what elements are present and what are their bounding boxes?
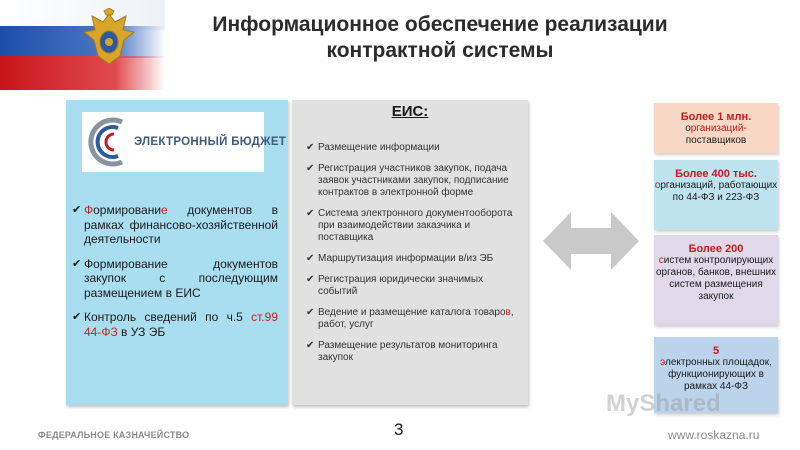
list-item-text-part: , <box>343 319 347 330</box>
list-item <box>306 208 518 244</box>
stat-text-part: о <box>685 123 691 134</box>
list-item <box>306 274 518 298</box>
title-line-2: контрактной системы <box>326 39 554 62</box>
electronic-budget-logo <box>82 112 287 172</box>
list-item-text: Размещение результатов мониторинга закупок <box>318 340 498 363</box>
stat-text-part: истем контролирующих органов, банков, внешних систем размещения закупок <box>655 255 777 302</box>
list-item <box>306 307 518 331</box>
list-item-text: Регистрация юридически значимых событий <box>318 274 484 297</box>
list-item-text-part: документов в рамках финансово-хозяйственной деятельности <box>84 203 278 246</box>
list-item-text: Размещение информации <box>318 142 440 153</box>
list-item <box>72 310 278 339</box>
stat-systems <box>654 235 778 325</box>
check-icon: ✔ <box>72 257 82 270</box>
list-item-text-part: Контроль сведений по ч.5 <box>84 310 252 324</box>
check-icon: ✔ <box>72 204 82 216</box>
footer-website-link[interactable]: www.roskazna.ru <box>668 428 760 442</box>
check-icon: ✔ <box>306 208 315 219</box>
list-item-text-part: услуг <box>346 319 374 330</box>
list-item-text-part: в УЗ ЭБ <box>117 324 166 339</box>
stat-value: 5 <box>712 345 720 357</box>
list-item-text-part: , работ <box>318 307 514 330</box>
check-icon: ✔ <box>306 307 315 318</box>
stat-value: Более 1 млн. <box>680 111 752 123</box>
list-item <box>306 163 518 199</box>
list-item-text-part: Ведение и размещение каталога товаро <box>318 307 506 318</box>
double-arrow-icon <box>543 212 639 270</box>
list-item-text: Регистрация участников закупок, подача заявок участниками закупок, подписание контрактов в электронной форме <box>318 163 509 198</box>
stat-text-part: с <box>658 255 664 266</box>
electronic-budget-logo-text: ЭЛЕКТРОННЫЙ БЮДЖЕТ <box>134 136 287 148</box>
list-item-text: Формирование документов закупок с последующим размещением в ЕИС <box>84 256 278 300</box>
electronic-budget-panel <box>66 100 288 405</box>
eis-title: ЕИС: <box>391 103 429 120</box>
stat-suppliers <box>654 103 778 153</box>
list-item-text-part: е <box>161 203 168 217</box>
list-item-text: Маршрутизация информации в/из ЭБ <box>318 253 494 264</box>
list-item <box>72 203 278 247</box>
check-icon: ✔ <box>306 340 315 351</box>
eis-panel <box>292 100 528 405</box>
stat-value: Более 400 тыс. <box>675 168 757 180</box>
eis-feature-list <box>306 142 518 373</box>
stat-text-part: лектронных площадок, функционирующих в рамках 44-ФЗ <box>665 357 772 392</box>
list-item-text: Система электронного документооборота при взаимодействии заказчика и поставщика <box>318 208 513 243</box>
watermark: MyShared <box>606 390 721 417</box>
title-line-1: Информационное обеспечение реализации <box>212 13 668 36</box>
stat-text-part: э <box>660 357 665 368</box>
left-feature-list <box>72 203 278 349</box>
treasury-emblem-icon <box>80 8 138 68</box>
list-item <box>306 340 518 364</box>
electronic-budget-logo-icon <box>84 114 134 170</box>
footer-organization: ФЕДЕРАЛЬНОЕ КАЗНАЧЕЙСТВО <box>38 430 190 440</box>
check-icon: ✔ <box>306 274 315 285</box>
stat-value: Более 200 <box>688 243 744 255</box>
list-item-text-part: Ф <box>84 203 94 217</box>
check-icon: ✔ <box>306 163 315 174</box>
list-item <box>306 142 518 154</box>
check-icon: ✔ <box>72 311 82 323</box>
check-icon: ✔ <box>306 253 315 264</box>
law-reference: ст.99 44-ФЗ <box>84 310 278 339</box>
check-icon: ✔ <box>306 142 315 153</box>
stat-text-part: рганизаций, работающих по 44-ФЗ и 223-ФЗ <box>660 180 778 203</box>
page-number: 3 <box>394 420 404 439</box>
stat-organizations <box>654 160 778 230</box>
list-item-text-part: в <box>505 307 511 318</box>
list-item <box>72 257 278 301</box>
stat-text-part: рганизаций- <box>690 123 747 134</box>
stat-text-part: о <box>654 180 661 191</box>
list-item-text-part: ормировани <box>93 203 162 217</box>
list-item <box>306 253 518 265</box>
stat-text-part: поставщиков <box>685 135 747 146</box>
page-title <box>170 12 710 64</box>
